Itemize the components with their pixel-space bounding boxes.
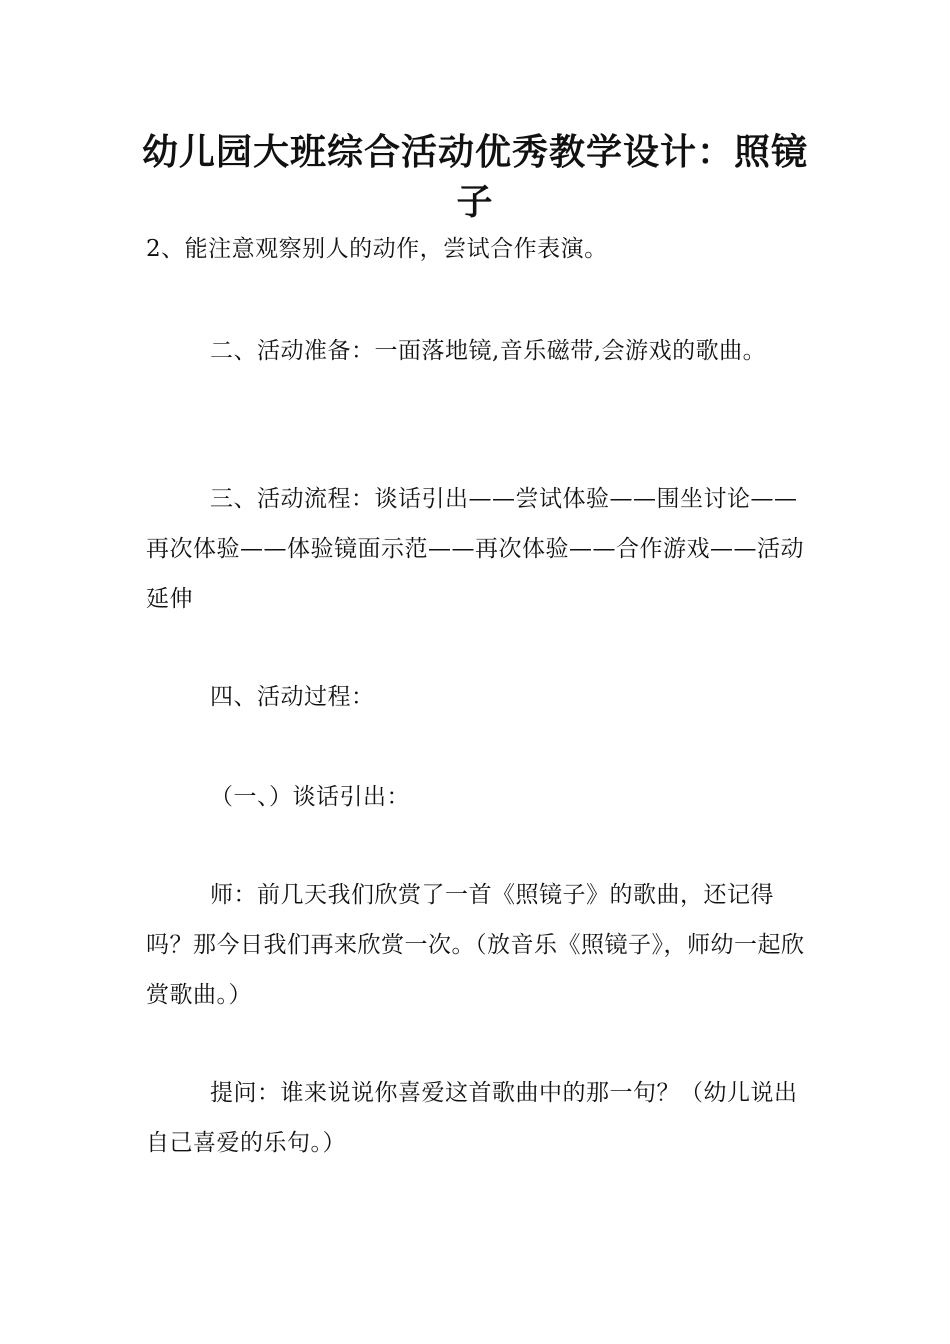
paragraph-teacher-intro: 师：前几天我们欣赏了一首《照镜子》的歌曲，还记得吗？那今日我们再来欣赏一次。（放音乐《照镜子》，师幼一起欣赏歌曲。） bbox=[146, 882, 805, 1008]
paragraph-preparation: 二、活动准备：一面落地镜,音乐磁带,会游戏的歌曲。 bbox=[210, 338, 767, 364]
paragraph-section-1-heading: （一、）谈话引出： bbox=[210, 784, 410, 810]
paragraph-process-flow: 三、活动流程：谈话引出——尝试体验——围坐讨论——再次体验——体验镜面示范——再次体验——合作游戏——活动延伸 bbox=[146, 486, 804, 612]
paragraph-question: 提问：谁来说说你喜爱这首歌曲中的那一句？（幼儿说出自己喜爱的乐句。） bbox=[146, 1080, 798, 1156]
paragraph-activity-process-heading: 四、活动过程： bbox=[210, 684, 375, 710]
document-title: 幼儿园大班综合活动优秀教学设计：照镜子 bbox=[141, 132, 808, 223]
paragraph-objective-2: 2、能注意观察别人的动作，尝试合作表演。 bbox=[146, 236, 608, 262]
